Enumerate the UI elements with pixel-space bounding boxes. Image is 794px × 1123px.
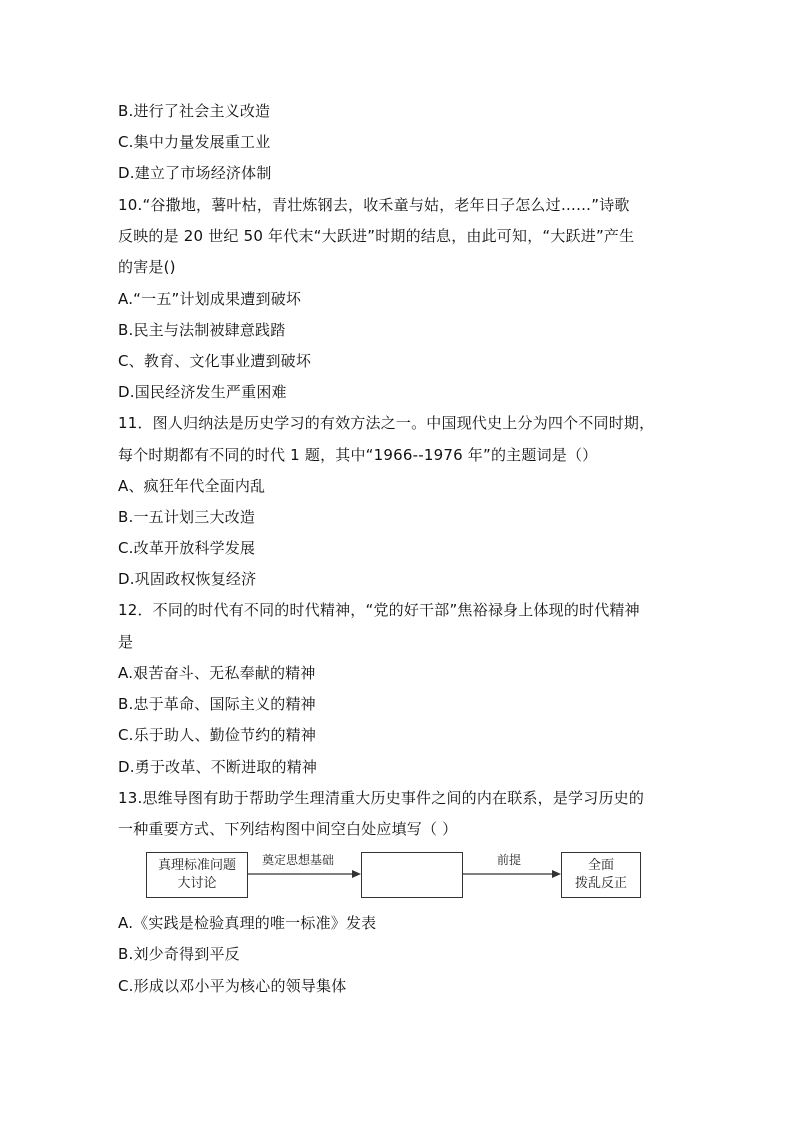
option-a-q10: A.“一五”计划成果遭到破坏 <box>118 290 302 308</box>
diagram-box-truth-debate <box>146 852 248 898</box>
option-d-q12: D.勇于改革、不断进取的精神 <box>118 758 318 776</box>
arrow-1-head <box>352 870 361 878</box>
question-11-line-1: 11．图人归纳法是历史学习的有效方法之一。中国现代史上分为四个不同时期， <box>118 414 655 432</box>
option-a-q13: A.《实践是检验真理的唯一标准》发表 <box>118 914 377 932</box>
option-b-q9: B.进行了社会主义改造 <box>118 102 271 120</box>
diagram-box-1-line-2: 大讨论 <box>177 876 217 891</box>
question-10-line-3: 的害是() <box>118 258 176 276</box>
arrow-1-label: 奠定思想基础 <box>262 853 335 867</box>
option-d-q10: D.国民经济发生严重困难 <box>118 383 287 401</box>
question-11-line-2: 每个时期都有不同的时代 1 题，其中“1966--1976 年”的主题词是（） <box>118 446 598 464</box>
option-b-q12: B.忠于革命、国际主义的精神 <box>118 695 316 713</box>
option-c-q12: C.乐于助人、勤俭节约的精神 <box>118 726 317 744</box>
option-a-q11: A、疯狂年代全面内乱 <box>118 477 266 495</box>
diagram-box-1-line-1: 真理标准问题 <box>157 858 236 873</box>
question-12-line-2: 是 <box>118 633 134 651</box>
question-10-line-2: 反映的是 20 世纪 50 年代末“大跃进”时期的结息，由此可知，“大跃进”产生 <box>118 227 635 245</box>
option-b-q11: B.一五计划三大改造 <box>118 508 256 526</box>
option-b-q10: B.民主与法制被肆意践踏 <box>118 321 286 339</box>
option-c-q9: C.集中力量发展重工业 <box>118 133 271 151</box>
diagram-box-blank <box>361 852 463 898</box>
option-a-q12: A.艰苦奋斗、无私奉献的精神 <box>118 664 316 682</box>
option-d-q9: D.建立了市场经济体制 <box>118 164 272 182</box>
option-c-q11: C.改革开放科学发展 <box>118 539 256 557</box>
option-b-q13: B.刘少奇得到平反 <box>118 945 240 963</box>
question-13-line-1: 13.思维导图有助于帮助学生理清重大历史事件之间的内在联系，是学习历史的 <box>118 789 645 807</box>
question-12-line-1: 12．不同的时代有不同的时代精神，“党的好干部”焦裕禄身上体现的时代精神 <box>118 601 640 619</box>
diagram-box-3-line-1: 全面 <box>587 858 614 873</box>
option-c-q10: C、教育、文化事业遭到破坏 <box>118 352 312 370</box>
option-c-q13: C.形成以邓小平为核心的领导集体 <box>118 977 347 995</box>
option-d-q11: D.巩固政权恢复经济 <box>118 570 257 588</box>
question-10-line-1: 10.“谷撒地，薯叶枯，青壮炼钢去，收禾童与姑，老年日子怎么过……”诗歌 <box>118 196 630 214</box>
arrow-2-head <box>552 870 561 878</box>
diagram-box-boluan-fanzheng <box>561 852 641 898</box>
diagram-box-3-line-2: 拨乱反正 <box>574 876 627 891</box>
question-13-line-2: 一种重要方式、下列结构图中间空白处应填写（ ） <box>118 820 458 838</box>
arrow-2-label: 前提 <box>497 853 522 867</box>
